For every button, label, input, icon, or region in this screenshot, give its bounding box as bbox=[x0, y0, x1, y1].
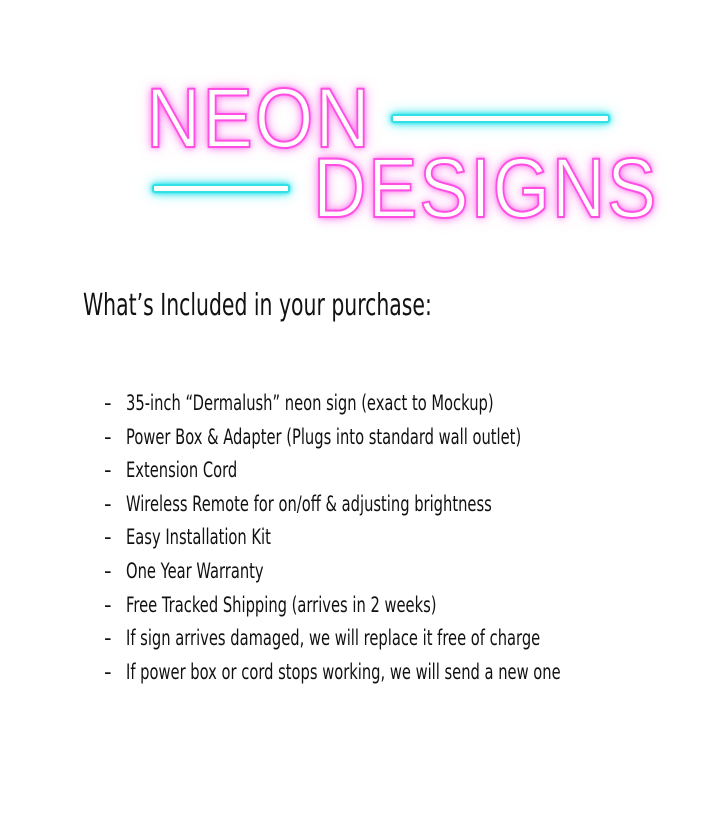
list-bullet: - bbox=[104, 558, 112, 583]
logo-word-designs: DESIGNS bbox=[313, 141, 659, 235]
list-item-text: One Year Warranty bbox=[126, 558, 264, 583]
list-bullet: - bbox=[104, 592, 112, 617]
list-bullet: - bbox=[104, 659, 112, 684]
list-bullet: - bbox=[104, 458, 112, 483]
included-heading: What’s Included in your purchase: bbox=[83, 288, 432, 323]
list-item-text: Extension Cord bbox=[126, 458, 238, 483]
list-item-text: Power Box & Adapter (Plugs into standard wall outlet) bbox=[126, 424, 522, 449]
list-item-text: Easy Installation Kit bbox=[126, 525, 271, 550]
neon-designs-logo bbox=[0, 0, 726, 250]
list-bullet: - bbox=[104, 491, 112, 516]
list-item-text: 35-inch “Dermalush” neon sign (exact to Mockup) bbox=[126, 391, 494, 415]
list-item-text: If sign arrives damaged, we will replace it free of charge bbox=[126, 626, 541, 651]
list-item-text: If power box or cord stops working, we will send a new one bbox=[126, 659, 561, 684]
list-item-text: Free Tracked Shipping (arrives in 2 weeks) bbox=[126, 592, 437, 617]
list-bullet: - bbox=[104, 525, 112, 550]
neon-bar-top bbox=[391, 114, 610, 123]
neon-bar-bottom bbox=[152, 184, 290, 193]
list-bullet: - bbox=[104, 391, 112, 415]
logo-word-neon: NEON bbox=[146, 71, 372, 165]
list-item-text: Wireless Remote for on/off & adjusting brightness bbox=[126, 491, 492, 516]
list-bullet: - bbox=[104, 424, 112, 449]
list-bullet: - bbox=[104, 626, 112, 651]
